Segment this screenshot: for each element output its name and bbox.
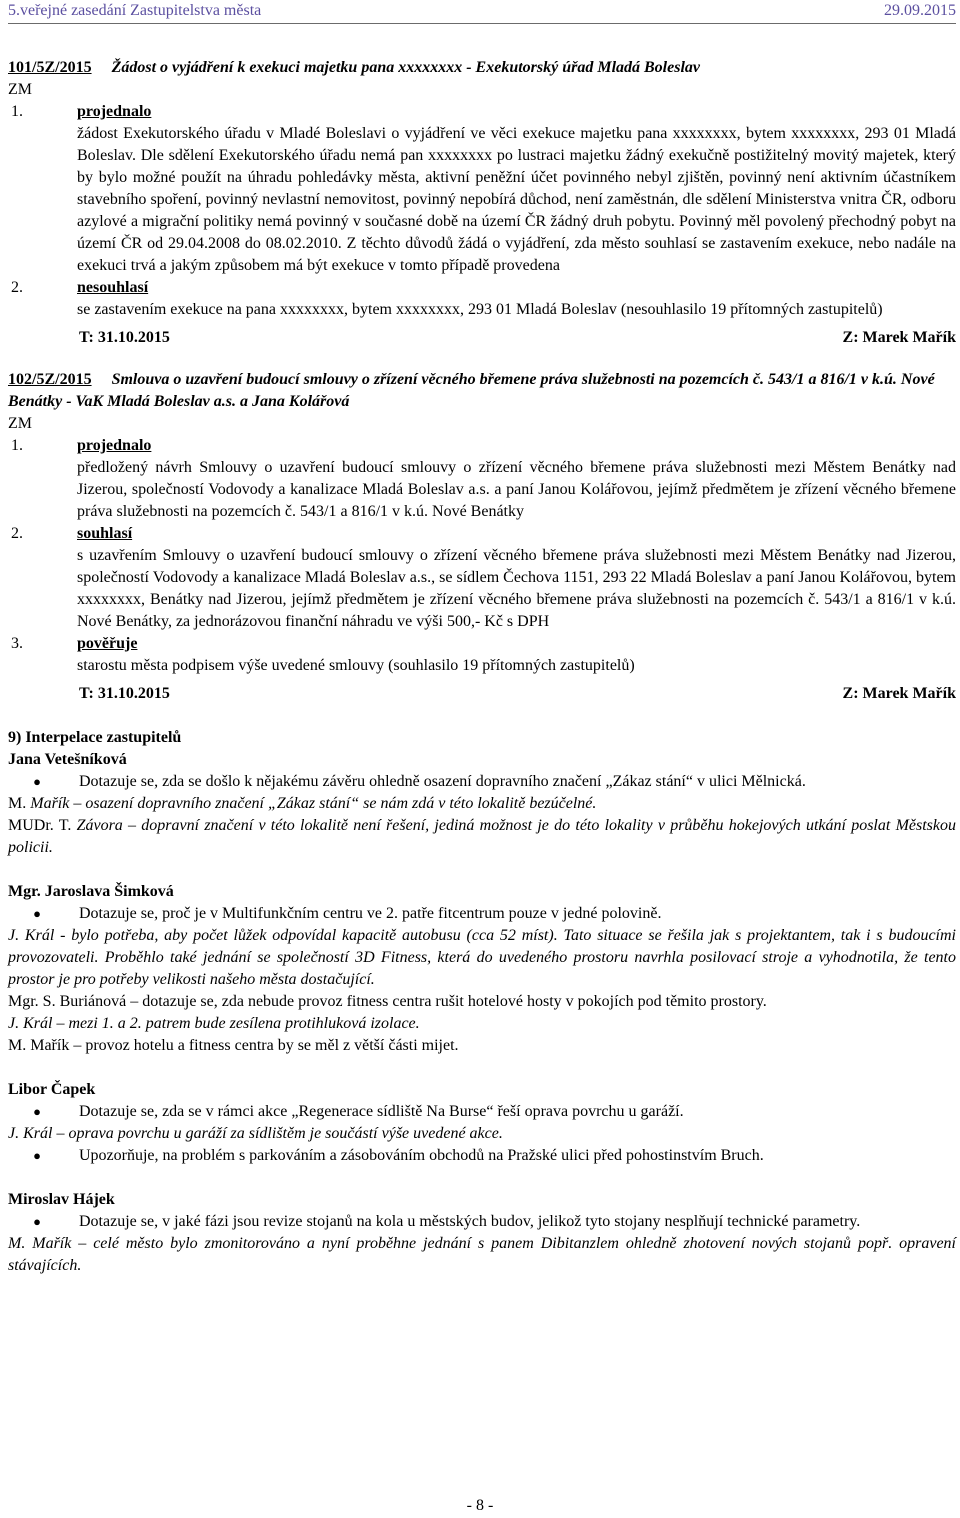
term: T: 31.10.2015 (79, 685, 170, 702)
resolution-item (8, 277, 956, 299)
question-text: Upozorňuje, na problém s parkováním a zásobováním obchodů na Pražské ulici před pohostinstvím Bruch. (79, 1147, 764, 1164)
page-number: - 8 - (466, 1497, 494, 1514)
list-item (8, 771, 956, 793)
bullet-icon: ● (33, 774, 41, 789)
resolution-number: 102/5Z/2015 (8, 371, 92, 388)
item-text: starostu města podpisem výše uvedené smlouvy (souhlasilo 19 přítomných zastupitelů) (77, 657, 635, 674)
speaker-name: Mgr. Jaroslava Šimková (8, 883, 174, 900)
item-number: 3. (11, 635, 23, 652)
page-header (8, 0, 956, 22)
answer-text: J. Král - bylo potřeba, aby počet lůžek odpovídal kapacitě autobusu (cca 52 míst). Tato situace se řešila jak s projektantem, tak i s budoucími provozovateli. Proběhlo také jednání se společností 3D Fitness, která do uvedeného prostoru navrhla posilovací stroje a vyhodnotila, že tento prostor je pro potřeby velikosti našeho města dostačující. (8, 927, 956, 988)
header-title: 5.veřejné zasedání Zastupitelstva města (8, 2, 262, 19)
answer-text: M. Mařík – celé město bylo zmonitorováno a nyní proběhne jednání s panem Dibitanzlem ohledně zhotovení nových stojanů popř. opravení stávajících. (8, 1235, 956, 1274)
resolution-subject: Žádost o vyjádření k exekuci majetku pana xxxxxxxx - Exekutorský úřad Mladá Boleslav (111, 59, 700, 76)
resolution-item (8, 523, 956, 545)
list-item (8, 1101, 956, 1123)
question-text: Dotazuje se, zda se v rámci akce „Regenerace sídliště Na Burse“ řeší oprava povrchu u garáží. (79, 1103, 684, 1120)
answer-text: Mgr. S. Buriánová – dotazuje se, zda nebude provoz fitness centra rušit hotelové hosty v pokojích pod těmito prostory. (8, 993, 767, 1010)
item-verb: projednalo (77, 437, 152, 454)
speaker-name: Libor Čapek (8, 1081, 96, 1098)
question-text: Dotazuje se, proč je v Multifunkčním centru ve 2. patře fitcentrum pouze v jedné polovině. (79, 905, 662, 922)
section-heading: 9) Interpelace zastupitelů (8, 729, 182, 746)
header-rule (8, 23, 956, 24)
resolution-item (8, 101, 956, 123)
question-text: Dotazuje se, v jaké fázi jsou revize stojanů na kola u městských budov, jelikož tyto stojany nesplňují technické parametry. (79, 1213, 861, 1230)
council-label: ZM (8, 81, 32, 98)
answer-text: Závora – dopravní značení v této lokalitě není řešení, jediná možnost je do této lokality v průběhu hokejových utkání poslat Městskou policii. (8, 817, 956, 856)
answer-who: MUDr. T. (8, 817, 77, 834)
item-verb: souhlasí (77, 525, 133, 542)
council-label: ZM (8, 415, 32, 432)
answer-text: J. Král – mezi 1. a 2. patrem bude zesílena protihluková izolace. (8, 1015, 420, 1032)
term-responsible (79, 683, 956, 705)
item-text: žádost Exekutorského úřadu v Mladé Boleslavi o vyjádření ve věci exekuce majetku pana xxxxxxxx, bytem xxxxxxxx, 293 01 Mladá Boleslav. Dle sdělení Exekutorského úřadu nemá pan xxxxxxxx po lustraci majetku žádný exekučně postižitelný movitý majetek, který by bylo možné použít na úhradu pohledávky města, aktivní peněžní účet povinného nebyl zjištěn, povinný není aktivním účastníkem stavebního spoření, povinný nevlastní nemovitost, povinný nepobírá důchod, není zaměstnán, dle sdělení Ministerstva vnitra ČR, odboru azylové a migrační politiky nemá povinný v současné době na území ČR žádný druh pobytu. Povinný měl povolený přechodný pobyt na území ČR od 29.04.2008 do 08.02.2010. Z těchto důvodů žádá o vyjádření, zda město souhlasí se zastavením exekuce, nebo nadále na exekuci trvá a jakým způsobem má být exekuce v tomto případě provedena (77, 125, 956, 274)
answer-text: J. Král – oprava povrchu u garáží za sídlištěm je součástí výše uvedené akce. (8, 1125, 503, 1142)
item-number: 1. (11, 437, 23, 454)
question-text: Dotazuje se, zda se došlo k nějakému závěru ohledně osazení dopravního značení „Zákaz stání“ v ulici Mělnická. (79, 773, 806, 790)
spacer (8, 1057, 956, 1079)
term-responsible (79, 327, 956, 349)
item-text: předložený návrh Smlouvy o uzavření budoucí smlouvy o zřízení věcného břemene práva služebnosti mezi Městem Benátky nad Jizerou, společností Vodovody a kanalizace Mladá Boleslav a.s. a paní Janou Kolářovou, jejímž předmětem je zřízení věcného břemene práva služebnosti na pozemcích č. 543/1 a 816/1 v k.ú. Nové Benátky (77, 459, 956, 520)
answer-text: M. Mařík – provoz hotelu a fitness centra by se měl z větší části mijet. (8, 1037, 459, 1054)
item-text: se zastavením exekuce na pana xxxxxxxx, bytem xxxxxxxx, 293 01 Mladá Boleslav (nesouhlasilo 19 přítomných zastupitelů) (77, 301, 883, 318)
list-item (8, 1211, 956, 1233)
item-number: 1. (11, 103, 23, 120)
speaker-name: Miroslav Hájek (8, 1191, 115, 1208)
responsible: Z: Marek Mařík (842, 329, 956, 346)
resolution-number: 101/5Z/2015 (8, 59, 92, 76)
term: T: 31.10.2015 (79, 329, 170, 346)
bullet-icon: ● (33, 1214, 41, 1229)
item-number: 2. (11, 525, 23, 542)
answer (8, 793, 956, 815)
list-item (8, 1145, 956, 1167)
item-verb: nesouhlasí (77, 279, 149, 296)
bullet-icon: ● (33, 906, 41, 921)
resolution-102-title (8, 369, 956, 413)
resolution-item (8, 435, 956, 457)
responsible: Z: Marek Mařík (842, 685, 956, 702)
bullet-icon: ● (33, 1148, 41, 1163)
speaker-name: Jana Vetešníková (8, 751, 127, 768)
bullet-icon: ● (33, 1104, 41, 1119)
item-number: 2. (11, 279, 23, 296)
spacer (8, 859, 956, 881)
item-verb: pověřuje (77, 635, 138, 652)
answer (8, 815, 956, 859)
item-verb: projednalo (77, 103, 152, 120)
resolution-subject: Smlouva o uzavření budoucí smlouvy o zřízení věcného břemene práva služebnosti na pozemcích č. 543/1 a 816/1 v k.ú. Nové Benátky - VaK Mladá Boleslav a.s. a Jana Kolářová (8, 371, 935, 410)
spacer (8, 1167, 956, 1189)
answer-who: M. (8, 795, 31, 812)
item-text: s uzavřením Smlouvy o uzavření budoucí smlouvy o zřízení věcného břemene práva služebnosti mezi Městem Benátky nad Jizerou, společností Vodovody a kanalizace Mladá Boleslav a.s., se sídlem Čechova 1151, 293 22 Mladá Boleslav a paní Janou Kolářovou, bytem xxxxxxxx, Benátky nad Jizerou, jejímž předmětem je zřízení věcného břemene práva služebnosti na pozemcích č. 543/1 a 816/1 v k.ú. Nové Benátky, za jednorázovou finanční náhradu ve výši 500,- Kč s DPH (77, 547, 956, 630)
document-page (8, 0, 956, 1277)
resolution-101-title (8, 57, 956, 79)
resolution-item (8, 633, 956, 655)
answer-text: Mařík – osazení dopravního značení „Zákaz stání“ se nám zdá v této lokalitě bezúčelné. (30, 795, 597, 812)
header-date: 29.09.2015 (884, 2, 956, 19)
list-item (8, 903, 956, 925)
